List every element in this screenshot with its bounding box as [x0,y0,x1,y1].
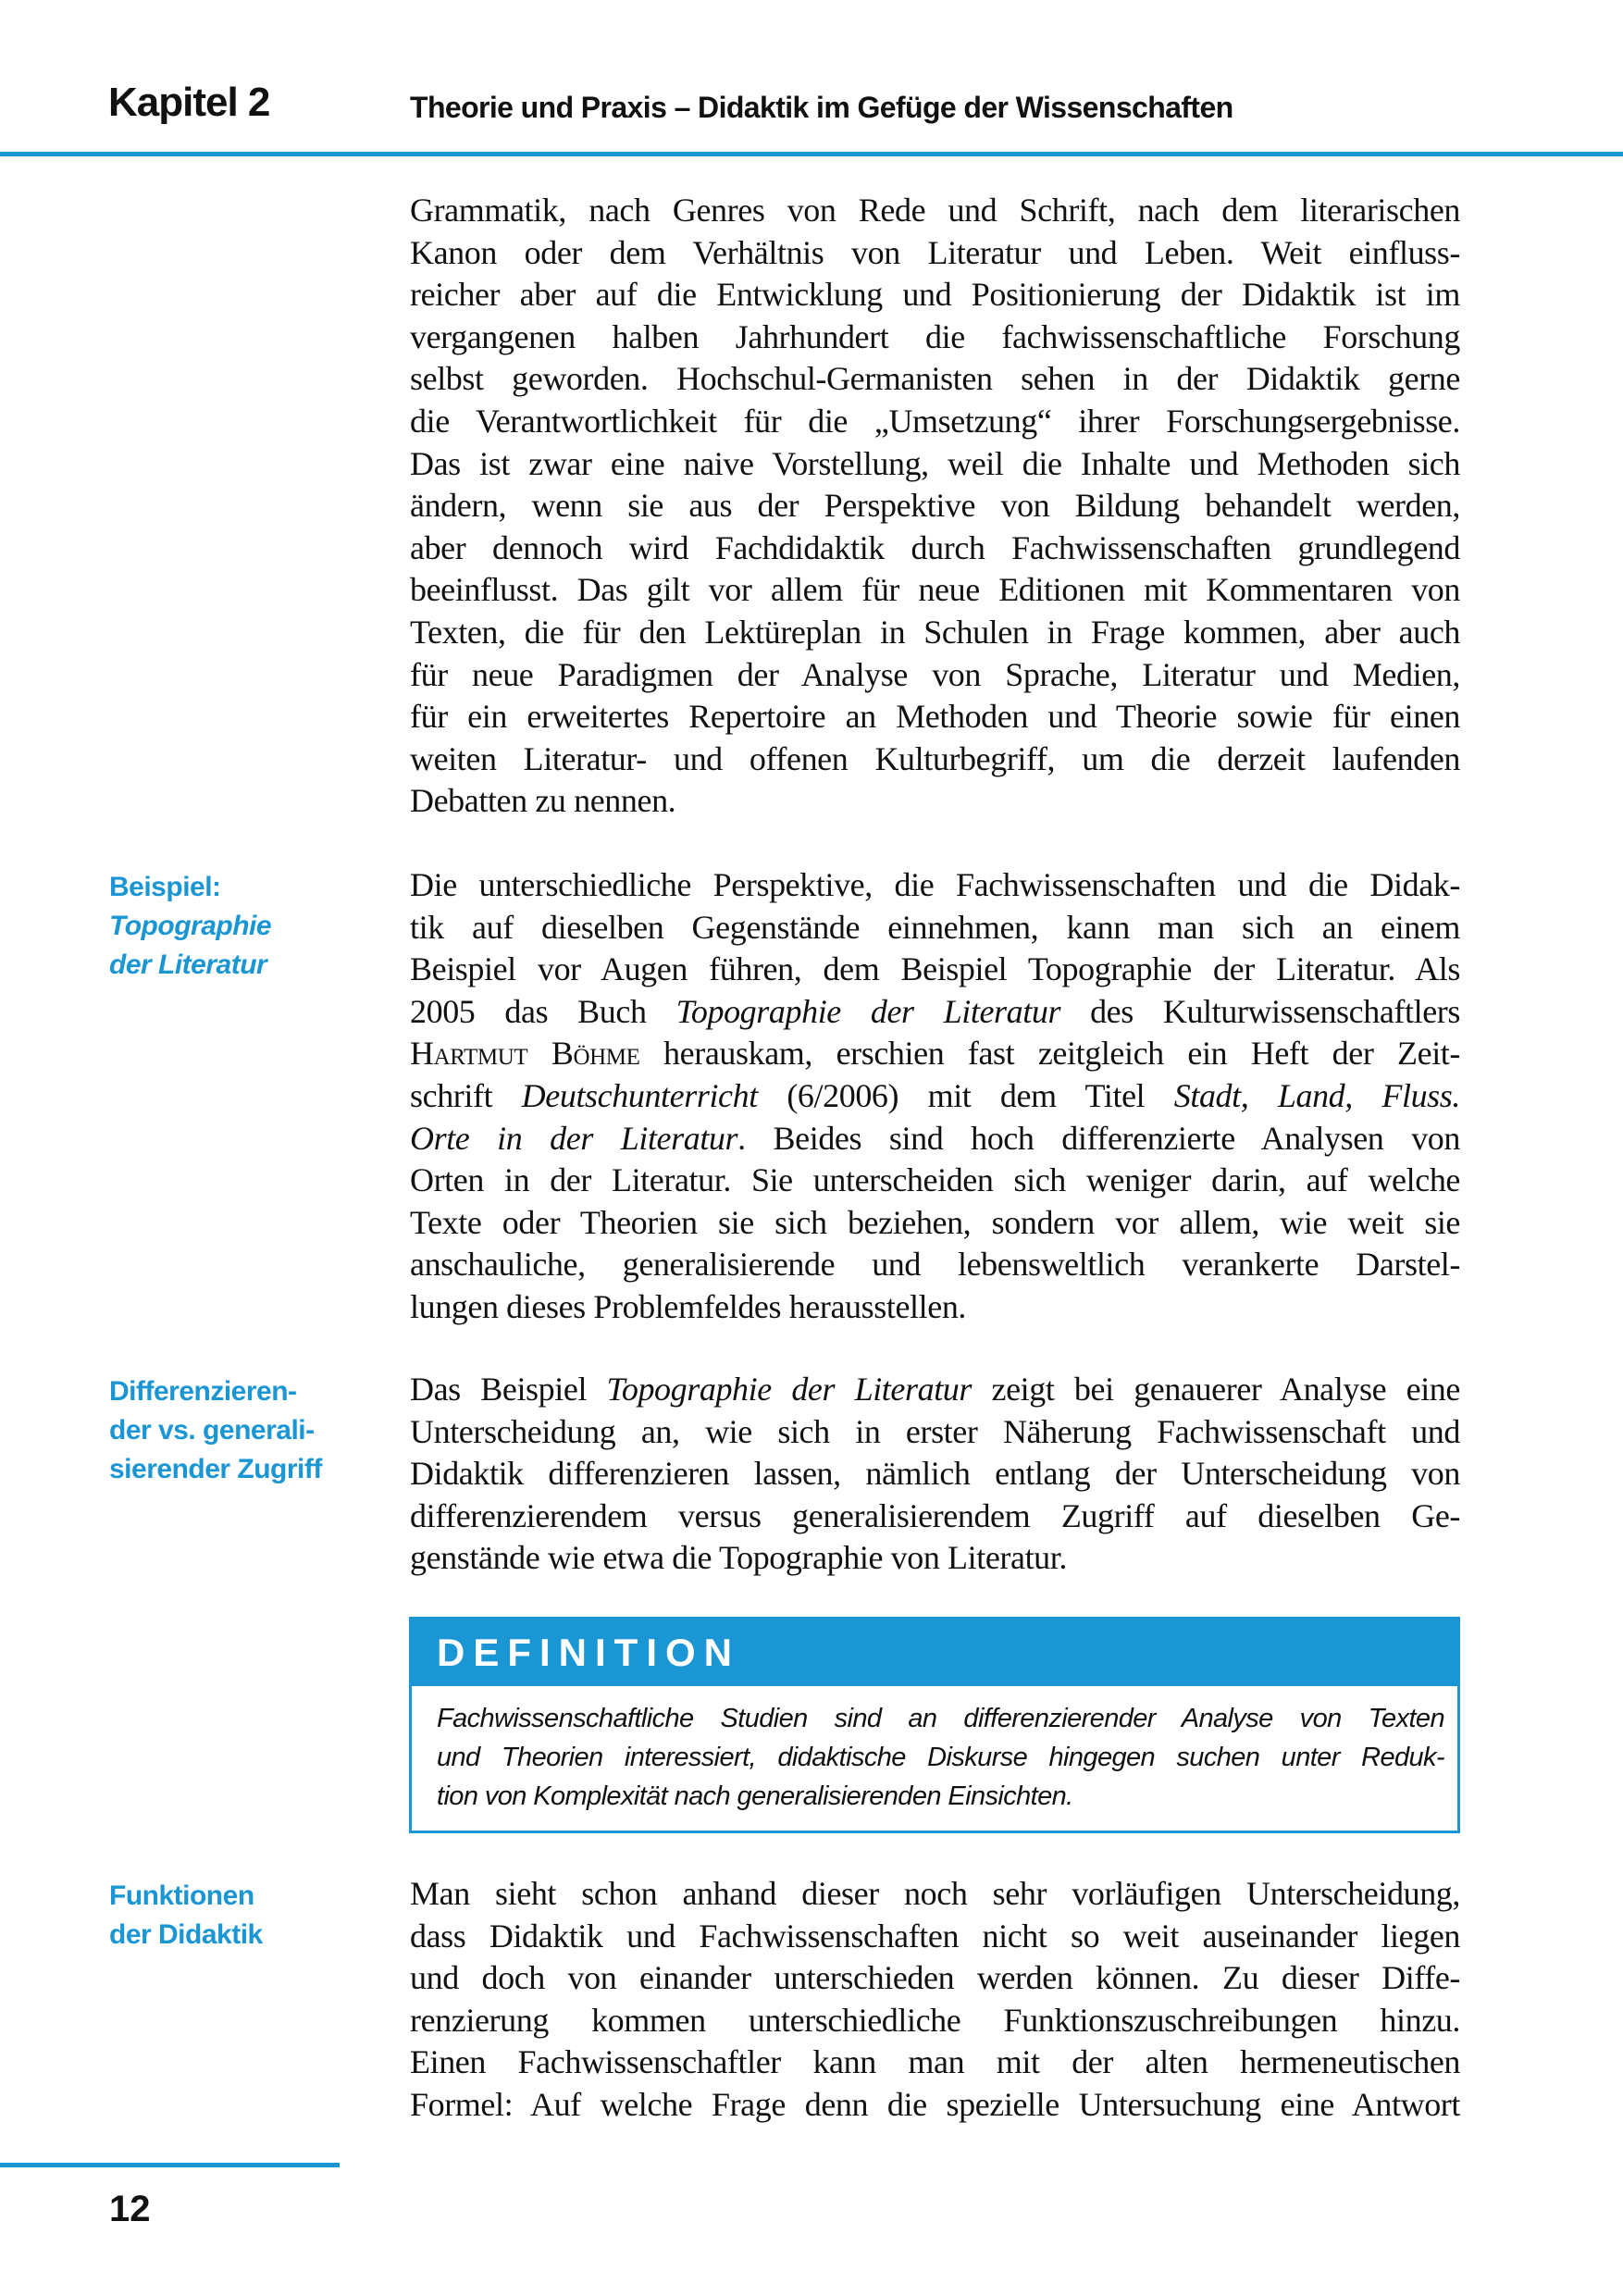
text-line [410,1369,1460,1411]
definition-line: tion von Komplexität nach generalisierenden Einsichten. [437,1781,1073,1811]
italic-title: Orte in der Literatur [410,1119,738,1157]
text-line [410,358,1460,401]
text-line [410,527,1460,570]
definition-text [437,1699,1444,1816]
text-run: Texten, die für den Lektüreplan in Schulen in Frage kommen, aber auch [410,613,1460,651]
text-line [410,2042,1460,2084]
text-run: Einen Fachwissenschaftler kann man mit der alten hermeneutischen [410,2043,1460,2081]
text-run: anschauliche, generalisierende und lebensweltlich verankerte Darstel- [410,1246,1460,1284]
text-run: (6/2006) mit dem Titel [757,1076,1174,1114]
text-run: schrift [410,1076,522,1114]
italic-title: Stadt, Land, Fluss. [1173,1076,1460,1114]
text-line [410,1916,1460,1958]
text-run: für neue Paradigmen der Analyse von Sprache, Literatur und Medien, [410,655,1460,693]
text-line [410,654,1460,697]
text-run: und doch von einander unterschieden werden können. Zu dieser Diffe- [410,1959,1460,1997]
text-line [410,2000,1460,2042]
margin-note-access [109,1372,368,1489]
definition-header [412,1620,1457,1686]
text-run: Didaktik differenzieren lassen, nämlich entlang der Unterscheidung von [410,1455,1460,1493]
text-run: dass Didaktik und Fachwissenschaften nicht so weit auseinander liegen [410,1917,1460,1955]
text-run: des Kulturwissenschaftlers [1060,992,1460,1030]
text-run: Texte oder Theorien sie sich beziehen, sondern vor allem, wie weit sie [410,1203,1460,1241]
text-line [410,232,1460,275]
text-run: renzierung kommen unterschiedliche Funktionszuschreibungen hinzu. [410,2001,1460,2039]
text-run: beeinflusst. Das gilt vor allem für neue Editionen mit Kommentaren von [410,571,1460,609]
margin-note-line: Beispiel: [109,872,221,902]
text-run: Die unterschiedliche Perspektive, die Fachwissenschaften und die Didak- [410,866,1460,903]
text-run: herauskam, erschien fast zeitgleich ein Heft der Zeit- [639,1035,1460,1073]
italic-title: Topographie der Literatur [606,1371,973,1408]
margin-note-line: der Literatur [109,949,267,980]
body-paragraph [410,1369,1460,1580]
margin-note-line: Funktionen [109,1880,254,1911]
text-line [410,696,1460,738]
definition-line: Fachwissenschaftliche Studien sind an differenzierender Analyse von Texten [437,1704,1444,1733]
margin-note-line: sierender Zugriff [109,1454,322,1484]
text-run: Kanon oder dem Verhältnis von Literatur und Leben. Weit einfluss- [410,233,1460,271]
text-line [410,2084,1460,2127]
definition-box [409,1617,1460,1833]
text-run: weiten Literatur- und offenen Kulturbegriff, um die derzeit laufenden [410,739,1460,777]
text-line [410,274,1460,316]
text-line [410,612,1460,654]
text-line [410,1033,1460,1075]
text-run: aber dennoch wird Fachdidaktik durch Fachwissenschaften grundlegend [410,528,1460,566]
text-line [410,991,1460,1034]
italic-title: Deutschunterricht [521,1076,758,1114]
text-run: . Beides sind hoch differenzierte Analysen von [737,1119,1460,1157]
text-run: Formel: Auf welche Frage denn die spezielle Untersuchung eine Antwort [410,2085,1460,2123]
margin-note-functions [109,1877,368,1955]
text-line [410,569,1460,612]
body-paragraph [410,864,1460,1329]
definition-label: DEFINITION [437,1631,740,1674]
text-line [410,1075,1460,1118]
text-line [410,1286,1460,1329]
text-run: Man sieht schon anhand dieser noch sehr vorläufigen Unterscheidung, [410,1875,1460,1912]
text-run: selbst geworden. Hochschul-Germanisten sehen in der Didaktik gerne [410,360,1460,398]
text-line [410,190,1460,232]
author-name: Hartmut Böhme [410,1035,640,1073]
text-line [410,401,1460,443]
text-line [410,949,1460,991]
margin-note-line: Differenzieren- [109,1376,297,1407]
margin-note-line: der vs. generali- [109,1415,315,1446]
text-run: tik auf dieselben Gegenstände einnehmen, kann man sich an einem [410,908,1460,946]
text-line [410,1453,1460,1496]
italic-title: Topographie der Literatur [675,992,1061,1030]
header-rule [0,152,1623,156]
body-paragraph [410,1873,1460,2127]
text-line [410,1244,1460,1286]
definition-line: und Theorien interessiert, didaktische Diskurse hingegen suchen unter Reduk- [437,1743,1444,1772]
body-paragraph [410,190,1460,823]
text-run: die Verantwortlichkeit für die „Umsetzung“ ihrer Forschungsergebnisse. [410,402,1460,440]
text-run: für ein erweitertes Repertoire an Methoden und Theorie sowie für einen [410,698,1460,736]
margin-note-example [109,868,368,985]
text-run: Debatten zu nennen. [410,782,676,820]
text-run: Das Beispiel [410,1371,607,1408]
text-line [410,1118,1460,1160]
text-line [410,1411,1460,1454]
text-run: Das ist zwar eine naive Vorstellung, weil die Inhalte und Methoden sich [410,444,1460,482]
text-line [410,1496,1460,1538]
text-line [410,1873,1460,1916]
running-header-title: Theorie und Praxis – Didaktik im Gefüge der Wissenschaften [410,91,1233,124]
text-run: reicher aber auf die Entwicklung und Positionierung der Didaktik ist im [410,276,1460,314]
text-run: genstände wie etwa die Topographie von Literatur. [410,1539,1067,1577]
text-run: Grammatik, nach Genres von Rede und Schrift, nach dem literarischen [410,192,1460,229]
footer-rule [0,2163,340,2167]
text-line [410,1202,1460,1245]
text-run: differenzierendem versus generalisierendem Zugriff auf dieselben Ge- [410,1496,1460,1534]
margin-note-line: der Didaktik [109,1919,263,1950]
text-run: Orten in der Literatur. Sie unterscheiden sich weniger darin, auf welche [410,1161,1460,1199]
text-run: ändern, wenn sie aus der Perspektive von Bildung behandelt werden, [410,487,1460,525]
text-run: 2005 das Buch [410,992,676,1030]
text-run: zeigt bei genauerer Analyse eine [972,1371,1460,1408]
page-number: 12 [109,2189,151,2229]
text-line [410,443,1460,486]
margin-note-line: Topographie [109,911,272,941]
text-line [410,485,1460,527]
text-run: Beispiel vor Augen führen, dem Beispiel Topographie der Literatur. Als [410,950,1460,988]
text-line [410,316,1460,359]
text-line [410,738,1460,781]
text-line [410,1957,1460,2000]
text-run: lungen dieses Problemfeldes herausstellen. [410,1287,967,1325]
text-line [410,864,1460,907]
text-line [410,907,1460,949]
chapter-label: Kapitel 2 [108,80,270,125]
text-line [410,1537,1460,1580]
text-line [410,1160,1460,1202]
text-run: Unterscheidung an, wie sich in erster Näherung Fachwissenschaft und [410,1412,1460,1450]
text-line [410,780,1460,823]
text-run: vergangenen halben Jahrhundert die fachwissenschaftliche Forschung [410,317,1460,355]
